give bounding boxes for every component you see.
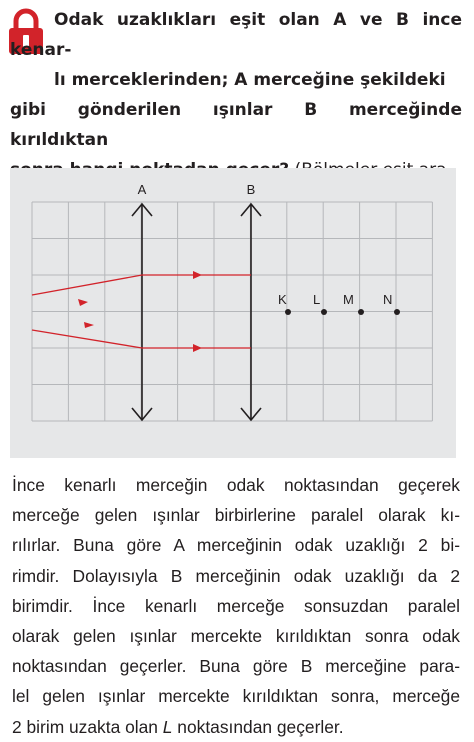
lens-label-a: A	[137, 182, 147, 197]
point-label-n: N	[383, 292, 393, 307]
answer-line-8: lel gelen ışınlar mercekte kırıldıktan sonra, merceğe	[12, 686, 460, 707]
answer-line-9b: noktasından geçerler.	[172, 716, 344, 737]
answer-line-6: olarak gelen ışınlar mercekte kırıldıktan sonra odak	[12, 626, 460, 647]
ray-arrow-2	[84, 322, 94, 328]
grid	[32, 202, 432, 421]
question-line-3: gibi gönderilen ışınlar B merceğinde kırıldıktan	[10, 100, 462, 150]
point-k	[285, 309, 291, 315]
answer-line-4: rimdir. Dolayısıyla B merceğinin odak uzaklığı da 2	[12, 565, 460, 586]
lens-diagram	[10, 168, 456, 458]
lens-label-b: B	[246, 182, 256, 197]
answer-line-1: İnce kenarlı merceğin odak noktasından geçerek	[12, 475, 460, 495]
answer-line-2: merceğe gelen ışınlar birbirlerine paralel olarak kı-	[12, 505, 460, 526]
lens-figure	[10, 168, 456, 458]
question-line-1: Odak uzaklıkları eşit olan A ve B ince kenar-	[10, 10, 462, 60]
point-n	[394, 309, 400, 315]
point-m	[358, 309, 364, 315]
answer-line-3: rılırlar. Buna göre A merceğinin odak uzaklığı 2 bi-	[12, 535, 460, 556]
answer-line-9a: 2 birim uzakta olan	[12, 716, 163, 737]
ray-arrow-3	[193, 271, 202, 279]
point-label-m: M	[343, 292, 354, 307]
question-line-2: lı merceklerinden; A merceğine şekildeki	[54, 70, 446, 90]
ray-arrow-1	[78, 299, 88, 306]
point-label-k: K	[278, 292, 287, 307]
answer-text	[12, 470, 460, 742]
answer-point-l: L	[162, 716, 173, 737]
answer-line-9	[12, 712, 460, 742]
answer-line-7: noktasından geçerler. Buna göre B merceğine para-	[12, 656, 460, 677]
point-l	[321, 309, 327, 315]
ray-arrow-4	[193, 344, 202, 352]
point-label-l: L	[313, 292, 321, 307]
answer-line-5: birimdir. İnce kenarlı merceğe sonsuzdan paralel	[12, 595, 460, 616]
